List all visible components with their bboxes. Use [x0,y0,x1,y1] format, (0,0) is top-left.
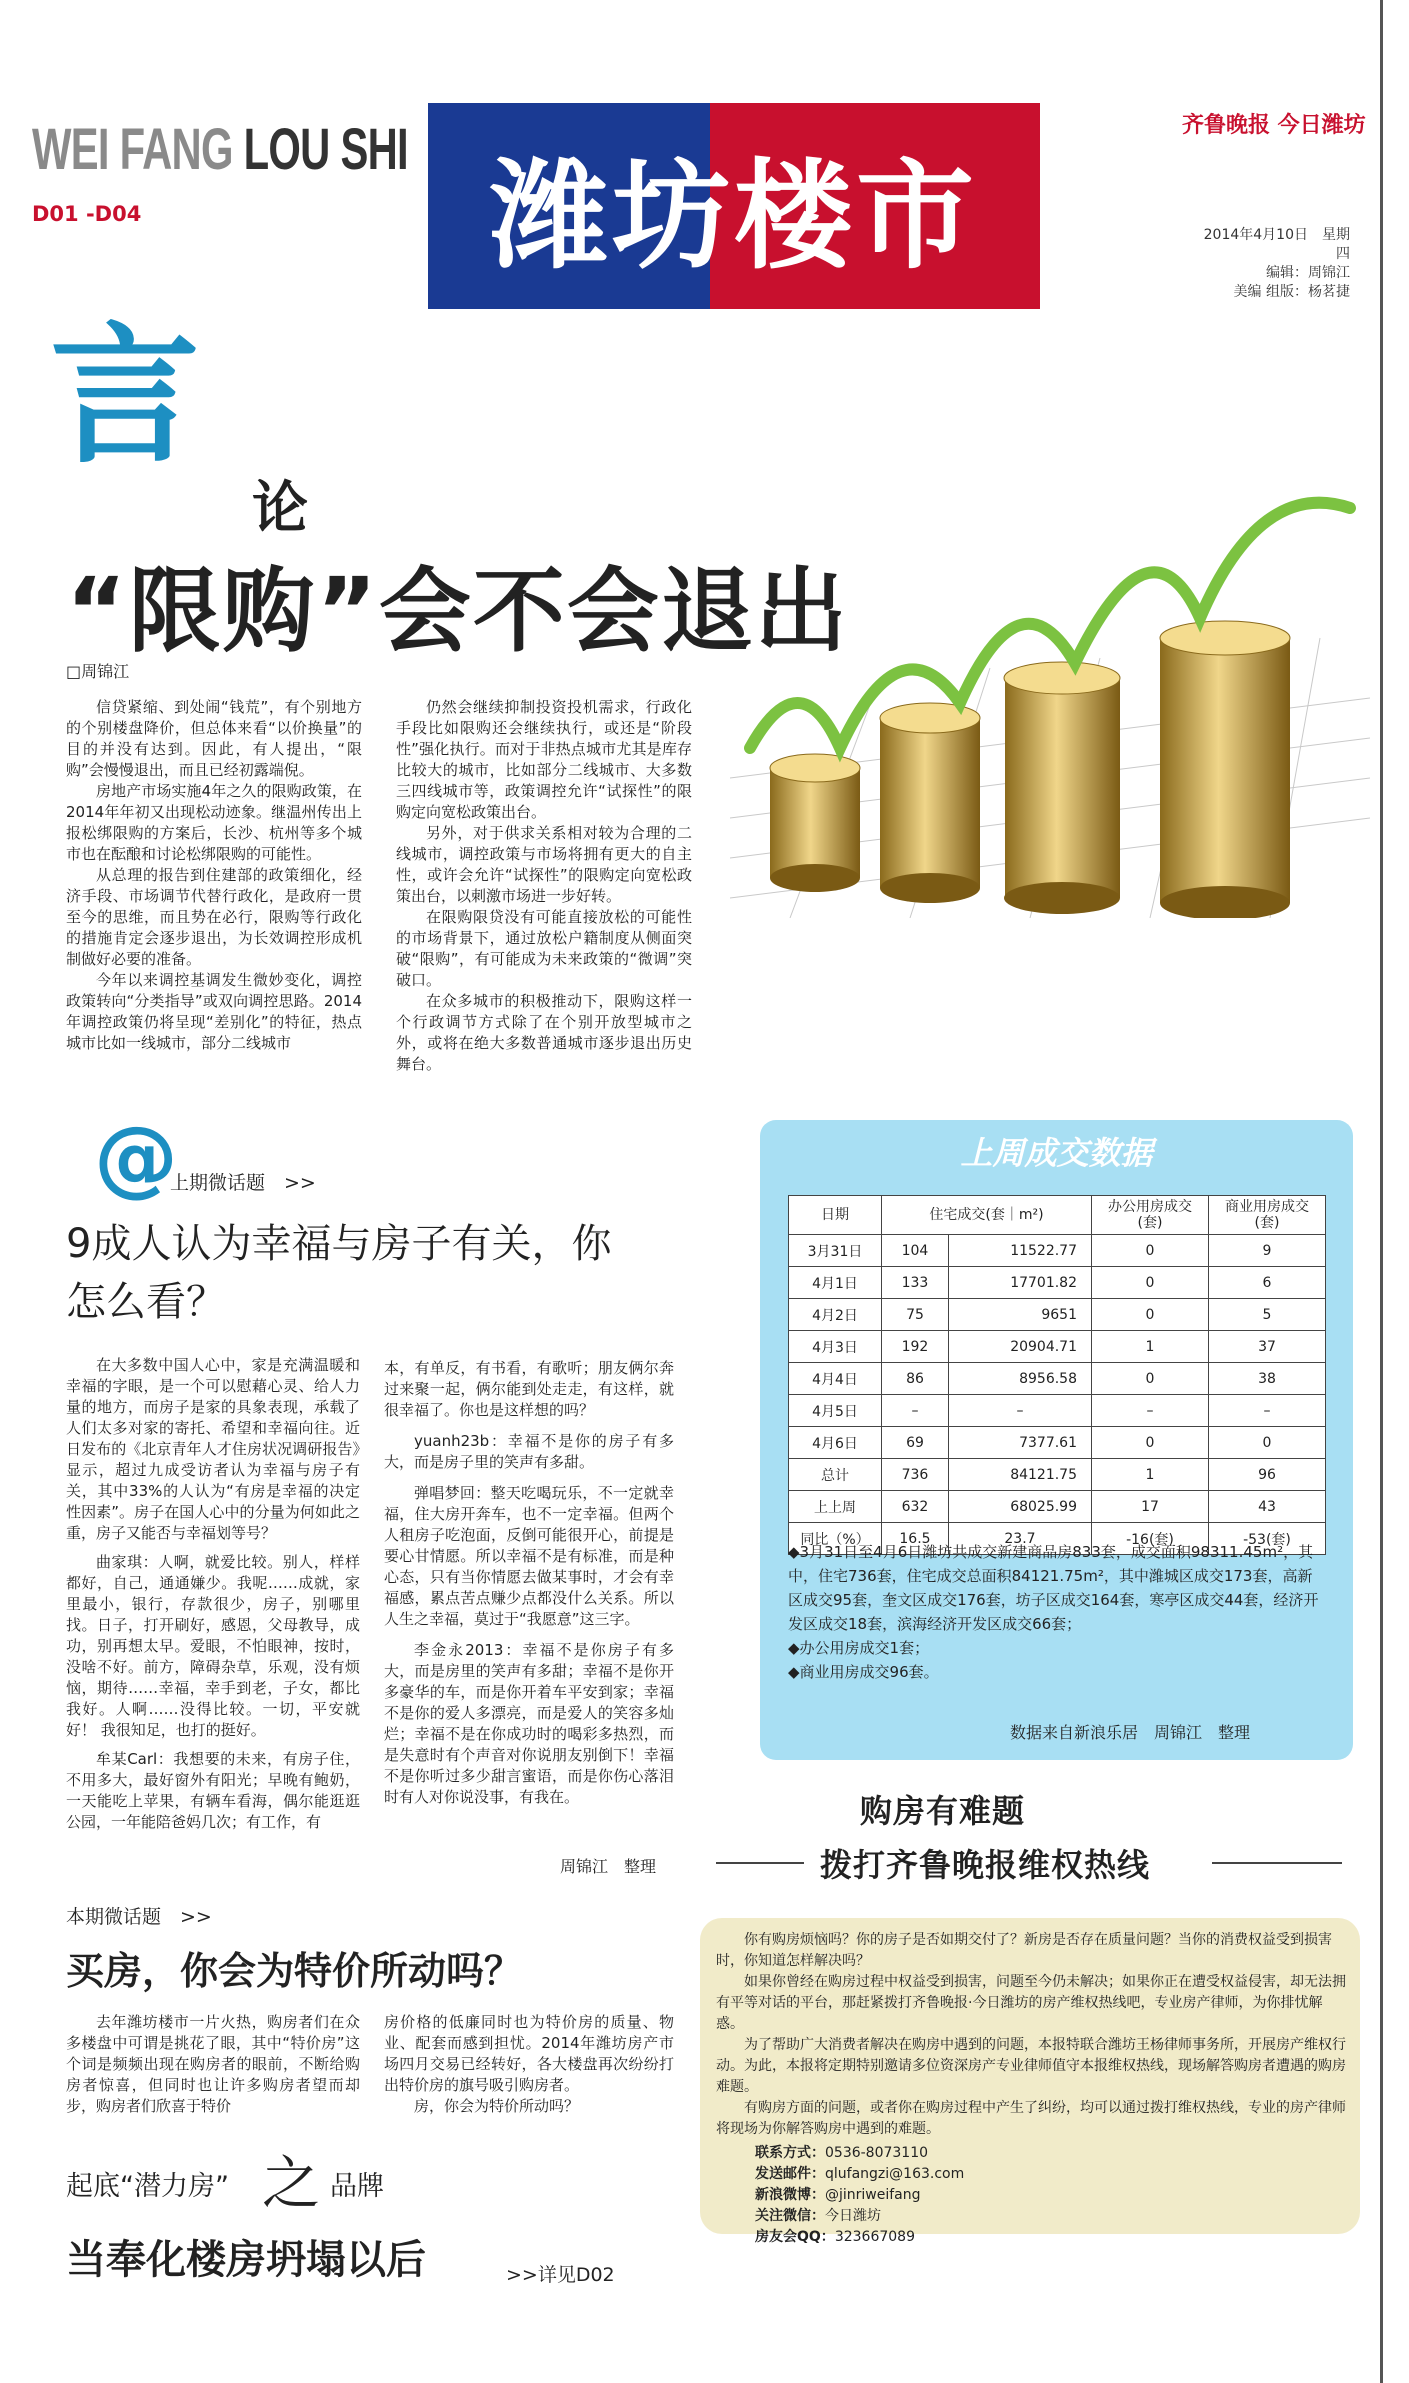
comment: 牟某Carl：我想要的未来，有房子住，不用多大，最好窗外有阳光；早晚有鲍奶，一天能吃上苹果，有辆车看海，偶尔能逛逛公园，一年能陪爸妈几次；有工作，有 [66,1750,360,1831]
issue-date: 2014年4月10日 星期四 [1203,227,1350,262]
contact-value[interactable]: 今日潍坊 [825,2208,881,2224]
cell: 68025.99 [948,1491,1091,1523]
paragraph: 在众多城市的积极推动下，限购这样一个行政调节方式除了在个别开放型城市之外，或将在绝大多数普通城市逐步退出历史舞台。 [396,992,692,1073]
paragraph: 另外，对于供求关系相对较为合理的二线城市，调控政策与市场将拥有更大的自主性，或许会允许“试探性”的限购定向宽松政策出台，以刺激市场进一步好转。 [396,824,692,905]
paragraph: 房价格的低廉同时也为特价房的质量、物业、配套而感到担忧。2014年潍坊房产市场四月交易已经转好，各大楼盘再次纷纷打出特价房的旗号吸引购房者。 [384,2013,674,2094]
table-row [789,1427,1326,1459]
hotline-body [716,1930,1346,2140]
table-row [789,1299,1326,1331]
weekly-data-title: 上周成交数据 [960,1134,1153,1172]
cell: 0 [1092,1363,1209,1395]
cell: 75 [882,1299,949,1331]
contact-label: 发送邮件： [755,2166,825,2182]
cell: 4月3日 [789,1331,882,1363]
hotline-title-1: 购房有难题 [860,1792,1026,1830]
cell: 632 [882,1491,949,1523]
paragraph: 去年潍坊楼市一片火热，购房者们在众多楼盘中可谓是挑花了眼，其中“特价房”这个词是频频出现在购房者的眼前，不断给购房者惊喜，但同时也让许多购房者望而却步，购房者们欣喜于特价 [66,2013,360,2115]
table-header-row [789,1196,1326,1235]
paragraph: 在限购限贷没有可能直接放松的可能性的市场背景下，通过放松户籍制度从侧面突破“限购”，有可能成为未来政策的“微调”突破口。 [396,908,692,989]
contact-label: 新浪微博： [755,2187,825,2203]
paragraph: 你有购房烦恼吗？你的房子是否如期交付了？新房是否存在质量问题？当你的消费权益受到损害时，你知道怎样解决吗？ [716,1932,1332,1969]
stack-4 [1160,621,1290,918]
this-topic-label: 本期微话题 >> [66,1906,212,1928]
cell: 20904.71 [948,1331,1091,1363]
cell: 96 [1209,1459,1326,1491]
cell: 7377.61 [948,1427,1091,1459]
stack-3 [1004,662,1120,914]
comment: 李金永2013：幸福不是你房子有多大，而是房里的笑声有多甜；幸福不是你开多豪华的车，而是你开着车平安到家；幸福不是你的爱人多漂亮，而是爱人的笑容多灿烂；幸福不是在你成功时的喝彩多热烈，而是失意时有个声音对你说朋友别倒下！幸福不是你听过多少甜言蜜语，而是你伤心落泪时有人对你说没事，有我在。 [384,1641,674,1806]
cell: – [1092,1395,1209,1427]
cell: 4月2日 [789,1299,882,1331]
hotline-contacts [755,2143,964,2248]
cell: 133 [882,1267,949,1299]
note-text: ◆办公用房成交1套； [788,1639,930,1657]
cell: 38 [1209,1363,1326,1395]
yan-calligraphy: 言 [50,308,201,484]
editor-credit: 编辑：周锦江 [1266,265,1350,281]
comment: 本，有单反，有书看，有歌听；朋友俩尔奔过来聚一起，俩尔能到处走走，有这样，就很幸福了。你也是这样想的吗？ [384,1359,674,1419]
comment: yuanh23b：幸福不是你的房子有多大，而是房子里的笑声有多甜。 [384,1432,674,1471]
cell: 16.5 [882,1523,949,1555]
cell: 0 [1092,1427,1209,1459]
divider [716,1862,804,1864]
teaser-brand: 品牌 [330,2171,384,2202]
coin-stacks-illustration [730,448,1370,918]
header-office: 办公用房成交(套) [1092,1196,1209,1235]
weekly-source: 数据来自新浪乐居 周锦江 整理 [1010,1723,1251,1742]
opinion-column-2 [396,697,692,1075]
last-topic-signature: 周锦江 整理 [560,1857,657,1876]
cell: – [948,1395,1091,1427]
cell: 9 [1209,1235,1326,1267]
paragraph: 如果你曾经在购房过程中权益受到损害，问题至今仍未解决；如果你正在遭受权益侵害，却无法拥有平等对话的平台，那赶紧拨打齐鲁晚报·今日潍坊的房产维权热线吧，专业房产律师，为你排忧解惑。 [716,1974,1346,2032]
at-icon: @ [94,1108,178,1206]
cell: 6 [1209,1267,1326,1299]
opinion-column-1 [66,697,362,1054]
cell: 上上周 [789,1491,882,1523]
note-office [788,1636,1326,1660]
cell: 总计 [789,1459,882,1491]
weekly-data-table [788,1195,1326,1555]
cell: 0 [1092,1235,1209,1267]
cell: 5 [1209,1299,1326,1331]
paragraph: 今年以来调控基调发生微妙变化，调控政策转向“分类指导”或双向调控思路。2014年调控政策仍将呈现“差别化”的特征，热点城市比如一线城市，部分二线城市 [66,971,362,1052]
contact-phone [755,2143,964,2164]
this-topic-column-2 [384,2012,674,2117]
cell: – [882,1395,949,1427]
table-row [789,1235,1326,1267]
paragraph: 从总理的报告到住建部的政策细化，经济手段、市场调节代替行政化，是政府一贯至今的思维，而且势在必行，限购等行政化的措施肯定会逐步退出，为长效调控形成机制做好必要的准备。 [66,866,362,968]
cell: 3月31日 [789,1235,882,1267]
cell: 9651 [948,1299,1091,1331]
cell: 84121.75 [948,1459,1091,1491]
paragraph: 仍然会继续抑制投资投机需求，行政化手段比如限购还会继续执行，或还是“阶段性”强化执行。而对于非热点城市尤其是库存比较大的城市，比如部分二线城市、大多数三四线城市等，政策调控允许“试探性”的限购定向宽松政策出台。 [396,698,692,821]
cell: 8956.58 [948,1363,1091,1395]
cell: 0 [1092,1299,1209,1331]
contact-value[interactable]: @jinriweifang [825,2187,921,2203]
table-row [789,1395,1326,1427]
comment: 曲家琪：人啊，就爱比较。别人，样样都好，自己，通通嫌少。我呢……成就，家里最小，银行，存款很少，房子，别哪里找。日子，打开刷好，感恩，父母教导，成功，别再想太早。爱眼，不怕眼神，按时，没啥不好。前方，障碍杂草，乐观，没有烦恼，期待……幸福，幸手到老，子女，都比我好。人啊……没得比较。一切，平安就好！ 我很知足，也打的挺好。 [66,1553,360,1739]
page-range: D01 -D04 [32,202,142,226]
cell: 104 [882,1235,949,1267]
contact-label: 联系方式： [755,2145,825,2161]
stack-1 [770,754,860,892]
header-date: 日期 [789,1196,882,1235]
divider [1212,1862,1342,1864]
this-topic-column-1 [66,2012,360,2117]
opinion-headline: “限购”会不会退出 [66,558,849,665]
this-topic-headline: 买房，你会为特价所动吗？ [66,1949,523,1993]
note-text: ◆商业用房成交96套。 [788,1663,939,1681]
table-row [789,1267,1326,1299]
cell: 1 [1092,1331,1209,1363]
cell: -53(套) [1209,1523,1326,1555]
cell: 4月5日 [789,1395,882,1427]
header-commercial: 商业用房成交(套) [1209,1196,1326,1235]
cell: 1 [1092,1459,1209,1491]
hotline-title-2: 拨打齐鲁晚报维权热线 [820,1846,1151,1884]
last-topic-column-2 [384,1358,674,1808]
contact-value[interactable]: 0536-8073110 [825,2145,929,2161]
cell: – [1209,1395,1326,1427]
cell: 17701.82 [948,1267,1091,1299]
note-total [788,1540,1326,1636]
cell: 23.7 [948,1523,1091,1555]
cell: 0 [1209,1427,1326,1459]
paragraph: 房地产市场实施4年之久的限购政策，在2014年年初又出现松动迹象。继温州传出上报松绑限购的方案后，长沙、杭州等多个城市也在酝酿和讨论松绑限购的可能性。 [66,782,362,863]
contact-label: 关注微信： [755,2208,825,2224]
table-row [789,1491,1326,1523]
paragraph: 有购房方面的问题，或者你在购房过程中产生了纠纷，均可以通过拨打维权热线，专业的房产律师将现场为你解答购房中遇到的难题。 [716,2100,1346,2137]
cell: 4月1日 [789,1267,882,1299]
contact-weibo [755,2185,964,2206]
art-credit: 美编 组版：杨茗捷 [1233,284,1350,300]
last-topic-column-1 [66,1355,360,1833]
cell: 86 [882,1363,949,1395]
paragraph: 在大多数中国人心中，家是充满温暖和幸福的字眼，是一个可以慰藉心灵、给人力量的地方，而房子是家的具象表现，承载了人们太多对家的寄托、希望和幸福向往。近日发布的《北京青年人才住房状况调研报告》显示，超过九成受访者认为幸福与房子有关，其中33%的人认为“有房是幸福的决定性因素”。房子在国人心中的分量为何如此之重，房子又能否与幸福划等号？ [66,1356,360,1542]
paragraph: 为了帮助广大消费者解决在购房中遇到的问题，本报特联合潍坊王杨律师事务所，开展房产维权行动。为此，本报将定期特别邀请多位资深房产专业律师值守本报维权热线，现场解答购房者遭遇的购房难题。 [716,2037,1346,2095]
contact-value[interactable]: qlufangzi@163.com [825,2166,965,2182]
opinion-byline: □周锦江 [66,662,130,681]
masthead-pinyin [32,116,408,183]
paragraph: 信贷紧缩、到处闹“钱荒”，有个别地方的个别楼盘降价，但总体来看“以价换量”的目的并没有达到。因此，有人提出，“限购”会慢慢退出，而且已经初露端倪。 [66,698,362,779]
table-row [789,1331,1326,1363]
cell: 69 [882,1427,949,1459]
teaser-line-1: 起底“潜力房” [66,2171,229,2202]
cell: 4月6日 [789,1427,882,1459]
cell: -16(套) [1092,1523,1209,1555]
cell: 11522.77 [948,1235,1091,1267]
cell: 192 [882,1331,949,1363]
paragraph: 房，你会为特价所动吗？ [414,2097,580,2115]
cell: 0 [1092,1267,1209,1299]
cell: 736 [882,1459,949,1491]
issue-info [1200,226,1350,302]
cell: 37 [1209,1331,1326,1363]
table-row [789,1363,1326,1395]
comment: 弹唱梦回：整天吃喝玩乐，不一定就幸福，住大房开奔车，也不一定幸福。但两个人租房子吃泡面，反倒可能很开心，前提是要心甘情愿。所以幸福不是有标准，而是种心态，只有当你情愿去做某事时，才会有幸福感，累点苦点赚少点都没什么关系。所以人生之幸福，莫过于“我愿意”这三字。 [384,1484,674,1628]
contact-label: 房友会QQ： [755,2229,835,2245]
cell: 4月4日 [789,1363,882,1395]
last-topic-headline: 9成人认为幸福与房子有关，你怎么看？ [66,1221,612,1325]
header-residential: 住宅成交(套｜m²) [882,1196,1092,1235]
contact-qq [755,2227,964,2248]
pinyin-gray: WEI FANG [32,117,244,182]
last-topic-label: 上期微话题 >> [170,1172,316,1194]
pinyin-dark: LOU SHI [243,117,408,182]
stack-2 [880,703,980,903]
note-commercial [788,1660,1326,1684]
contact-value[interactable]: 323667089 [834,2229,915,2245]
contact-wechat [755,2206,964,2227]
cell: 同比（%） [789,1523,882,1555]
newspaper-logo: 齐鲁晚报 今日潍坊 [1182,113,1366,138]
cell: 43 [1209,1491,1326,1523]
cell: 17 [1092,1491,1209,1523]
see-more-link[interactable]: >>详见D02 [506,2264,615,2286]
teaser-headline[interactable]: 当奉化楼房坍塌以后 [66,2237,426,2283]
weekly-notes [788,1540,1326,1684]
lun-char: 论 [252,476,308,541]
zhi-calligraphy: 之 [262,2149,321,2217]
contact-email [755,2164,964,2185]
section-title: 潍坊楼市 [489,147,978,285]
note-text: ◆3月31日至4月6日潍坊共成交新建商品房833套，成交面积98311.45m²，其中，住宅736套，住宅成交总面积84121.75m²，其中潍城区成交173套，高新区成交95套，奎文区成交176套，坊子区成交164套，寒亭区成交44套，经济开发区成交18套，滨海经济开发区成交66套； [788,1543,1319,1633]
table-row [789,1459,1326,1491]
